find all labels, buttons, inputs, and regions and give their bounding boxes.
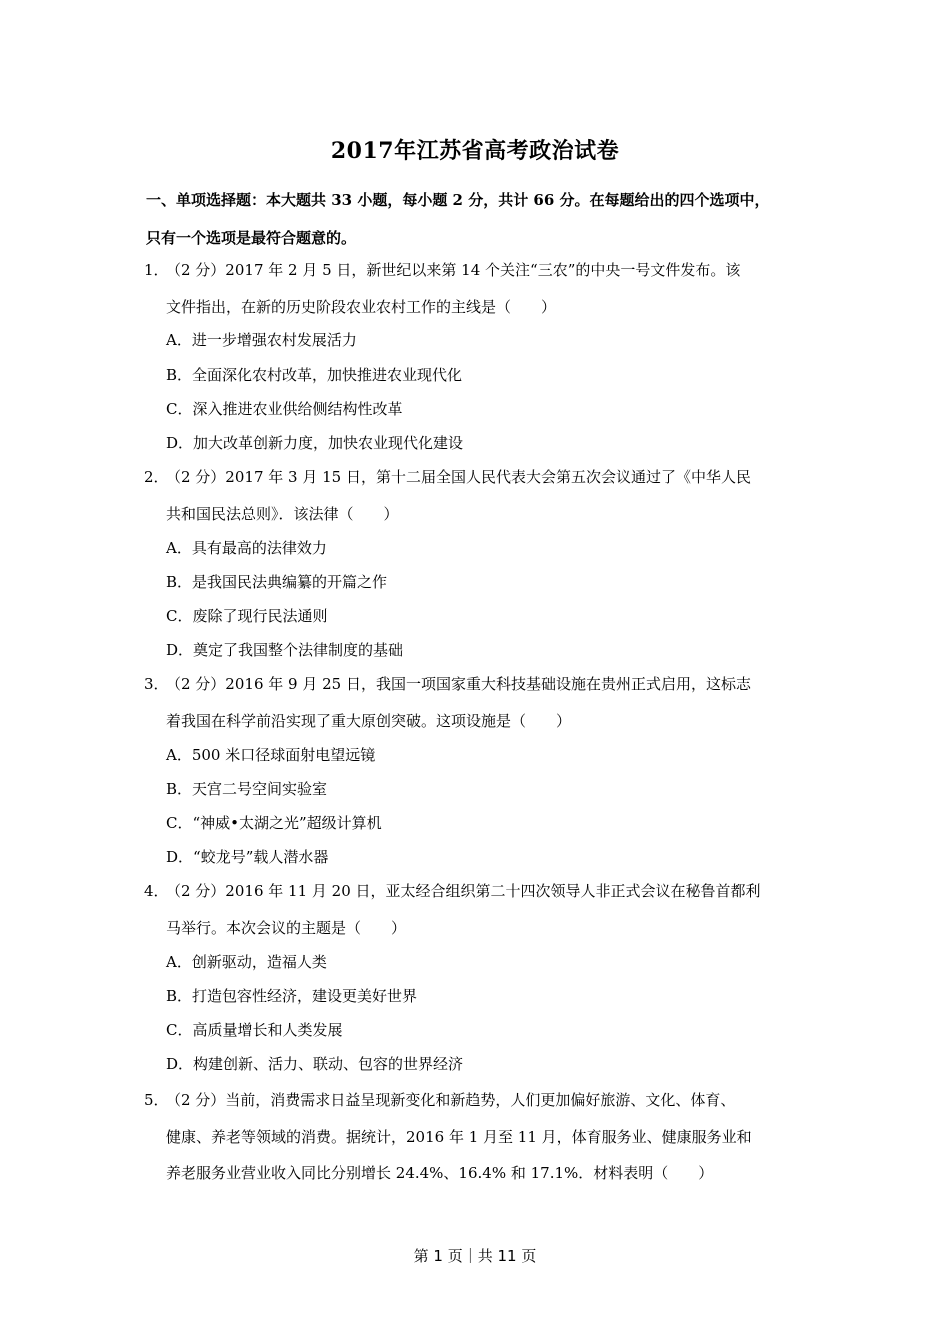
question-text-line-1: （2 分）2017 年 3 月 15 日，第十二届全国人民代表大会第五次会议通过了《中华人民 [166, 468, 751, 486]
option-a: A．进一步增强农村发展活力 [166, 331, 357, 349]
option-c: C．“神威•太湖之光”超级计算机 [166, 814, 382, 832]
option-b: B．全面深化农村改革，加快推进农业现代化 [166, 366, 463, 384]
question-text-line-3: 养老服务业营业收入同比分别增长 24.4%、16.4% 和 17.1%．材料表明（ ） [166, 1164, 714, 1182]
question-text-line-1: （2 分）2016 年 11 月 20 日，亚太经合组织第二十四次领导人非正式会议在秘鲁首都利 [166, 882, 761, 900]
option-d: D．“蛟龙号”载人潜水器 [166, 848, 329, 866]
question-number: 4． [144, 882, 169, 900]
option-c: C．深入推进农业供给侧结构性改革 [166, 400, 403, 418]
section-heading-line-1: 一、单项选择题：本大题共 33 小题，每小题 2 分，共计 66 分。在每题给出的四个选项中， [146, 191, 770, 209]
page-footer: 第 1 页｜共 11 页 [413, 1247, 537, 1265]
question-text-line-1: （2 分）2016 年 9 月 25 日，我国一项国家重大科技基础设施在贵州正式启用，这标志 [166, 675, 751, 693]
question-text-line-2: 马举行。本次会议的主题是（ ） [166, 919, 407, 937]
question-number: 2． [144, 468, 169, 486]
question-number: 5． [144, 1091, 169, 1109]
page-title: 2017年江苏省高考政治试卷 [330, 138, 620, 164]
option-a: A．创新驱动，造福人类 [166, 953, 327, 971]
question-number: 3． [144, 675, 169, 693]
question-number: 1． [144, 261, 169, 279]
option-a: A．500 米口径球面射电望远镜 [166, 746, 376, 764]
question-text-line-2: 文件指出，在新的历史阶段农业农村工作的主线是（ ） [166, 298, 557, 316]
option-b: B．天宫二号空间实验室 [166, 780, 328, 798]
option-d: D．构建创新、活力、联动、包容的世界经济 [166, 1055, 464, 1073]
question-text-line-2: 着我国在科学前沿实现了重大原创突破。这项设施是（ ） [166, 712, 572, 730]
option-a: A．具有最高的法律效力 [166, 539, 327, 557]
option-b: B．是我国民法典编纂的开篇之作 [166, 573, 388, 591]
question-text-line-2: 共和国民法总则》．该法律（ ） [166, 505, 399, 523]
option-c: C．高质量增长和人类发展 [166, 1021, 343, 1039]
option-c: C．废除了现行民法通则 [166, 607, 328, 625]
question-text-line-2: 健康、养老等领域的消费。据统计，2016 年 1 月至 11 月，体育服务业、健康服务业和 [166, 1128, 752, 1146]
question-text-line-1: （2 分）2017 年 2 月 5 日，新世纪以来第 14 个关注“三农”的中央一号文件发布。该 [166, 261, 741, 279]
section-heading-line-2: 只有一个选项是最符合题意的。 [146, 229, 357, 247]
option-d: D．加大改革创新力度，加快农业现代化建设 [166, 434, 464, 452]
option-b: B．打造包容性经济，建设更美好世界 [166, 987, 418, 1005]
option-d: D．奠定了我国整个法律制度的基础 [166, 641, 404, 659]
question-text-line-1: （2 分）当前，消费需求日益呈现新变化和新趋势，人们更加偏好旅游、文化、体育、 [166, 1091, 736, 1109]
